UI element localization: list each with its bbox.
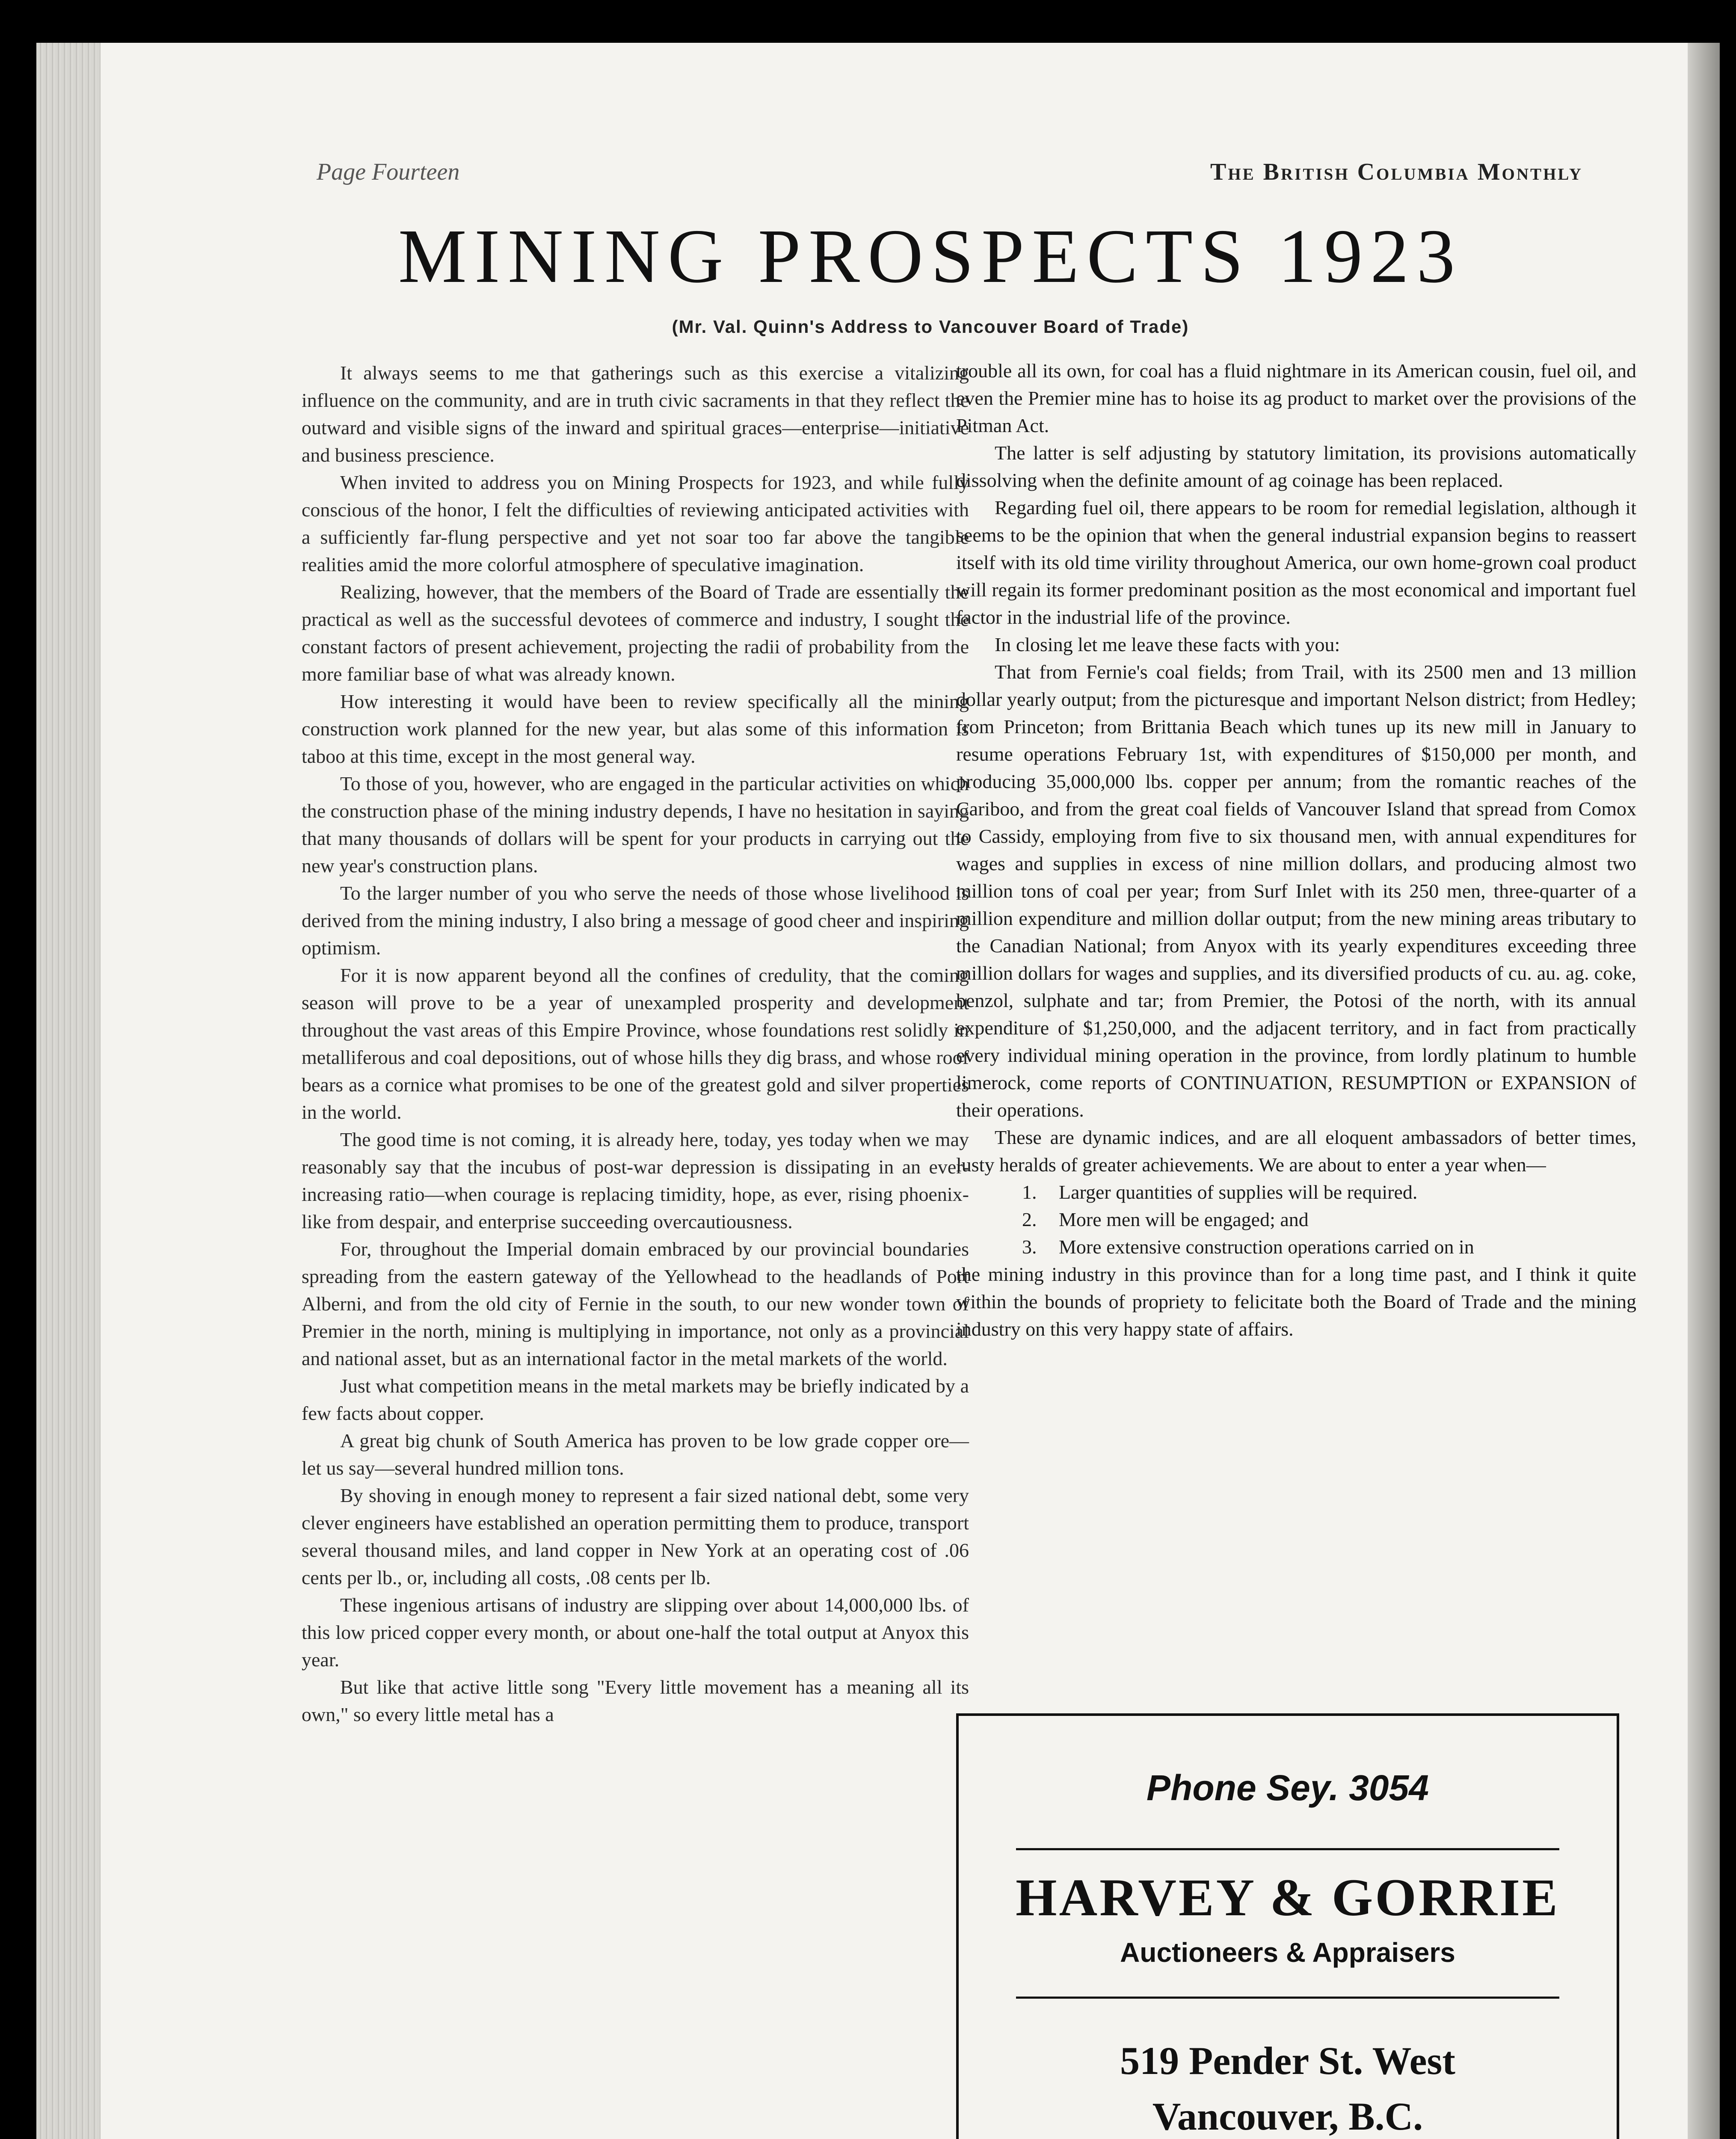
- right-column: [956, 357, 1636, 1343]
- paragraph: Regarding fuel oil, there appears to be room for remedial legislation, although it seems to be the opinion that when the general industrial expansion begins to reassert itself with its old time virility throughout America, our own home-grown coal product will regain its former predominant position as the most economical and important fuel factor in the industrial life of the province.: [956, 497, 1636, 628]
- list-item: 2. More men will be engaged; and: [1042, 1206, 1636, 1233]
- paragraph: For, throughout the Imperial domain embraced by our provincial boundaries spreading from the eastern gateway of the Yellowhead to the headlands of Port Alberni, and from the old city of Fernie in the south, to our new wonder town of Premier in the north, mining is multiplying in importance, not only as a provincial and national asset, but as an international factor in the metal markets of the world.: [302, 1238, 969, 1369]
- paragraph: That from Fernie's coal fields; from Trail, with its 2500 men and 13 million dollar yearly output; from the picturesque and important Nelson district; from Hedley; from Princeton; from Brittania Beach which tunes up its new mill in January to resume operations February 1st, with expenditures of $150,000 per month, and producing 35,000,000 lbs. copper per annum; from the romantic reaches of the Cariboo, and from the great coal fields of Vancouver Island that spread from Comox to Cassidy, employing from five to six thousand men, with annual expenditures for wages and supplies in excess of nine million dollars, and producing almost two million tons of coal per year; from Surf Inlet with its 250 men, three-quarter of a million expenditure and million dollar output; from the new mining areas tributary to the Canadian National; from Anyox with its yearly expenditures exceeding three million dollars for wages and supplies, and its diversified products of cu. au. ag. coke, benzol, sulphate and tar; from Premier, the Potosi of the north, with its annual expenditure of $1,250,000, and the adjacent territory, and in fact from practically every individual mining operation in the province, from lordly platinum to humble limerock, come reports of CONTINUATION, RESUMPTION or EXPANSION of their operations.: [956, 661, 1636, 1121]
- paragraph: For it is now apparent beyond all the confines of credulity, that the coming season will prove to be a year of unexampled prosperity and development throughout the vast areas of this Empire Province, whose foundations rest solidly in metalliferous and coal depositions, out of whose hills they dig brass, and whose roof bears as a cornice what promises to be one of the greatest gold and silver properties in the world.: [302, 964, 969, 1123]
- paragraph: A great big chunk of South America has proven to be low grade copper ore—let us say—several hundred million tons.: [302, 1430, 969, 1479]
- advertisement-box: [956, 1713, 1619, 2139]
- numbered-list: [956, 1179, 1636, 1261]
- article-title: MINING PROSPECTS 1923: [398, 213, 1463, 299]
- paragraph: In closing let me leave these facts with you:: [995, 634, 1340, 655]
- publication-title: The British Columbia Monthly: [1210, 159, 1583, 185]
- paragraph: When invited to address you on Mining Prospects for 1923, and while fully conscious of the honor, I felt the difficulties of reviewing anticipated activities with a sufficiently far-flung perspective and yet not soar too far above the tangible realities amid the more colorful atmosphere of speculative imagination.: [302, 471, 969, 575]
- paragraph: How interesting it would have been to review specifically all the mining construction work planned for the new year, but alas some of this information is taboo at this time, except in the most general way.: [302, 690, 969, 767]
- list-item: 3. More extensive construction operations carried on in: [1042, 1233, 1636, 1261]
- closing-paragraph: the mining industry in this province than for a long time past, and I think it quite within the bounds of propriety to felicitate both the Board of Trade and the mining industry on this very happy state of affairs.: [956, 1263, 1636, 1340]
- left-column: [302, 359, 969, 1728]
- paragraph: trouble all its own, for coal has a fluid nightmare in its American cousin, fuel oil, and even the Premier mine has to hoise its ag product to market over the provisions of the Pitman Act.: [956, 360, 1636, 436]
- ad-firm-name: HARVEY & GORRIE: [1016, 1868, 1560, 1927]
- paragraph: These are dynamic indices, and are all eloquent ambassadors of better times, lusty heralds of greater achievements. We are about to enter a year when—: [956, 1126, 1636, 1176]
- magazine-page: [36, 43, 1720, 2139]
- article-subtitle: (Mr. Val. Quinn's Address to Vancouver Board of Trade): [672, 317, 1189, 337]
- paragraph: The latter is self adjusting by statutory limitation, its provisions automatically dissolving when the definite amount of ag coinage has been replaced.: [956, 442, 1636, 491]
- paragraph: To those of you, however, who are engaged in the particular activities on which the construction phase of the mining industry depends, I have no hesitation in saying that many thousands of dollars will be spent for your products in carrying out the new year's construction plans.: [302, 773, 969, 877]
- divider: [1016, 1997, 1559, 1999]
- paragraph: Realizing, however, that the members of the Board of Trade are essentially the practical as well as the successful devotees of commerce and industry, I sought the constant factors of present achievement, projecting the radii of probability from the more familiar base of what was already known.: [302, 581, 969, 685]
- paragraph: By shoving in enough money to represent a fair sized national debt, some very clever engineers have established an operation permitting them to produce, transport several thousand miles, and land copper in New York at an operating cost of .06 cents per lb., or, including all costs, .08 cents per lb.: [302, 1484, 969, 1588]
- ad-trade-description: Auctioneers & Appraisers: [1120, 1937, 1455, 1968]
- ad-phone-number: Phone Sey. 3054: [1146, 1768, 1429, 1808]
- paragraph: But like that active little song "Every little movement has a meaning all its own," so every little metal has a: [302, 1676, 969, 1725]
- paragraph: These ingenious artisans of industry are slipping over about 14,000,000 lbs. of this low priced copper every month, or about one-half the total output at Anyox this year.: [302, 1594, 969, 1671]
- list-item: 1. Larger quantities of supplies will be required.: [1042, 1179, 1636, 1206]
- ad-address-city: Vancouver, B.C.: [1152, 2095, 1423, 2138]
- ad-address-street: 519 Pender St. West: [1120, 2039, 1455, 2083]
- paragraph: Just what competition means in the metal markets may be briefly indicated by a few facts about copper.: [302, 1375, 969, 1424]
- ad-address: [959, 2033, 1617, 2139]
- divider: [1016, 1848, 1559, 1850]
- paragraph: To the larger number of you who serve the needs of those whose livelihood is derived from the mining industry, I also bring a message of good cheer and inspiring optimism.: [302, 882, 969, 959]
- page-number-label: Page Fourteen: [317, 159, 460, 185]
- paragraph: The good time is not coming, it is already here, today, yes today when we may reasonably say that the incubus of post-war depression is dissipating in an ever-increasing ratio—when courage is replacing timidity, hope, as ever, rising phoenix-like from despair, and enterprise succeeding overcautiousness.: [302, 1129, 969, 1232]
- paragraph: It always seems to me that gatherings such as this exercise a vitalizing influence on the community, and are in truth civic sacraments in that they reflect the outward and visible signs of the inward and spiritual graces—enterprise—initiative and business prescience.: [302, 362, 969, 466]
